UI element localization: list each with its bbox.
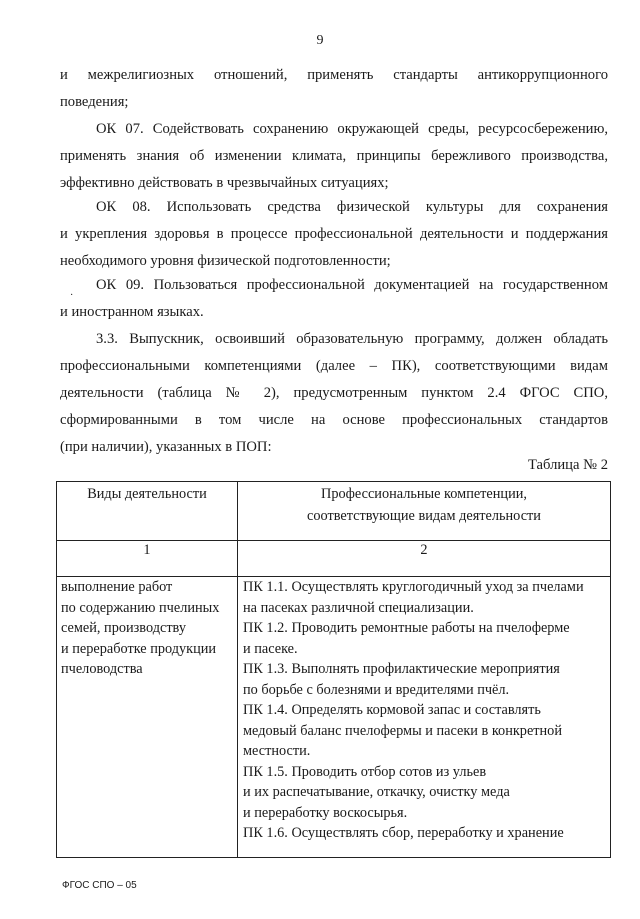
text-line: (при наличии), указанных в ПОП: [60, 439, 272, 455]
competency-line: и их распечатывание, откачку, очистку меда [243, 784, 510, 800]
competency-line: местности. [243, 743, 311, 759]
text-line: и иностранном языках. [60, 304, 204, 320]
competency-line: ПК 1.6. Осуществлять сбор, переработку и хранение [243, 825, 564, 841]
activity-cell [57, 577, 238, 858]
table-header-row [57, 482, 611, 541]
text-line: деятельности (таблица № 2), предусмотренным пунктом 2.4 ФГОС СПО, [60, 385, 608, 401]
competency-line: на пасеках различной специализации. [243, 599, 474, 616]
text-line: применять знания об изменении климата, принципы бережливого производства, [60, 148, 608, 164]
activity-line: выполнение работ [61, 579, 173, 595]
activity-line: и переработке продукции [61, 640, 217, 657]
footer-label: ФГОС СПО – 05 [62, 880, 137, 891]
text-line: необходимого уровня физической подготовленности; [60, 253, 391, 269]
competencies-cell [238, 577, 611, 858]
header-activity [57, 482, 238, 541]
competency-line: ПК 1.5. Проводить отбор сотов из ульев [243, 763, 487, 780]
table-caption: Таблица № 2 [528, 457, 608, 473]
column-number-2: 2 [238, 541, 611, 577]
competency-line: ПК 1.4. Определять кормовой запас и составлять [243, 702, 541, 718]
paragraph-ok08 [60, 194, 608, 275]
activity-line: пчеловодства [61, 661, 143, 677]
table-row [57, 577, 611, 858]
text-line: эффективно действовать в чрезвычайных ситуациях; [60, 175, 389, 191]
text-line: и межрелигиозных отношений, применять стандарты антикоррупционного [60, 67, 608, 83]
competency-line: ПК 1.3. Выполнять профилактические мероприятия [243, 661, 560, 677]
scan-dot: · [70, 290, 74, 301]
text-line: и укрепления здоровья в процессе профессиональной деятельности и поддержания [60, 226, 608, 242]
text-line: 3.3. Выпускник, освоивший образовательную программу, должен обладать [96, 331, 608, 347]
paragraph-ok06-end [60, 62, 608, 116]
header-activity-label: Виды деятельности [87, 486, 207, 502]
paragraph-ok07 [60, 116, 608, 197]
competency-line: и пасеке. [243, 640, 298, 657]
header-competencies-line: Профессиональные компетенции, [321, 486, 527, 502]
activity-line: по содержанию пчелиных [61, 599, 220, 616]
competency-line: по борьбе с болезнями и вредителями пчёл. [243, 681, 510, 698]
column-number-1: 1 [57, 541, 238, 577]
text-line: ОК 08. Использовать средства физической культуры для сохранения [96, 199, 608, 215]
competency-line: ПК 1.2. Проводить ремонтные работы на пчелоферме [243, 620, 570, 636]
text-line: ОК 07. Содействовать сохранению окружающей среды, ресурсосбережению, [96, 121, 608, 137]
paragraph-ok09 [60, 272, 608, 326]
competency-line: и переработку воскосырья. [243, 804, 408, 821]
text-line: ОК 09. Пользоваться профессиональной документацией на государственном [96, 277, 608, 293]
header-competencies-line: соответствующие видам деятельности [307, 508, 541, 524]
page-number: 9 [316, 33, 324, 48]
activity-line: семей, производству [61, 620, 186, 636]
competencies-table [56, 481, 611, 858]
paragraph-3-3 [60, 326, 608, 461]
text-line: поведения; [60, 94, 129, 110]
text-line: сформированными в том числе на основе профессиональных стандартов [60, 412, 608, 428]
competency-line: медовый баланс пчелофермы и пасеки в конкретной [243, 722, 562, 739]
header-competencies [238, 482, 611, 541]
table-number-row [57, 541, 611, 577]
competency-line: ПК 1.1. Осуществлять круглогодичный уход за пчелами [243, 579, 584, 595]
text-line: профессиональными компетенциями (далее – ПК), соответствующими видам [60, 358, 608, 374]
